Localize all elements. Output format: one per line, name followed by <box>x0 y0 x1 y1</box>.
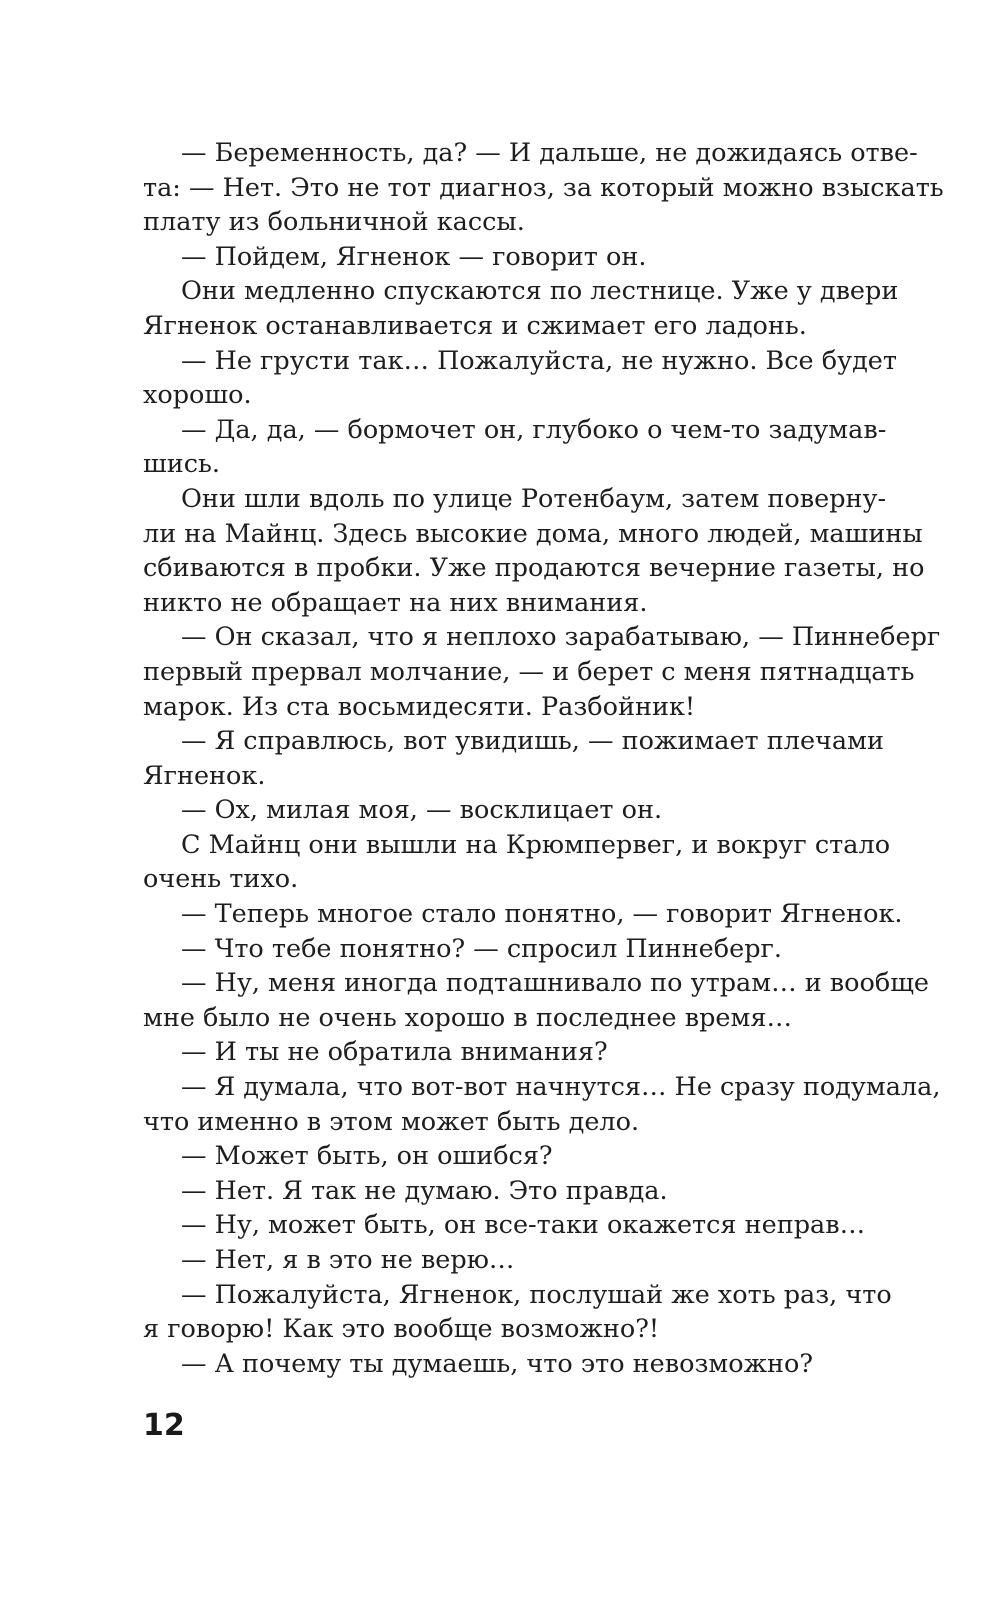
text-line: — Ну, может быть, он все-таки окажется неправ… <box>181 1210 866 1241</box>
text-line: — Пойдем, Ягненок — говорит он. <box>181 241 647 272</box>
text-line: — Нет. Я так не думаю. Это правда. <box>181 1175 668 1206</box>
paragraph <box>143 240 866 275</box>
paragraph <box>143 274 899 343</box>
paragraph <box>143 482 925 620</box>
text-line: — Ох, милая моя, — восклицает он. <box>181 795 663 826</box>
paragraph <box>143 1243 866 1278</box>
text-line: первый прервал молчание, — и берет с меня пятнадцать <box>143 656 915 687</box>
text-line: — Нет, я в это не верю… <box>181 1245 515 1275</box>
text-line: марок. Из ста восьмидесяти. Разбойник! <box>143 691 696 722</box>
page-body-text <box>143 136 944 1381</box>
text-line: что именно в этом может быть дело. <box>143 1106 640 1137</box>
paragraph <box>143 966 930 1035</box>
paragraph <box>143 1278 892 1347</box>
paragraph <box>143 1174 866 1209</box>
paragraph <box>143 932 866 967</box>
paragraph <box>143 1139 866 1174</box>
text-line: — Он сказал, что я неплохо зарабатываю, — Пиннеберг <box>181 622 941 653</box>
text-line: — Я справлюсь, вот увидишь, — пожимает плечами <box>181 726 884 757</box>
text-line: — Теперь многое стало понятно, — говорит Ягненок. <box>181 899 903 930</box>
paragraph <box>143 724 884 793</box>
text-line: хорошо. <box>143 380 252 411</box>
text-line: ли на Майнц. Здесь высокие дома, много людей, машины <box>143 518 923 549</box>
text-line: Ягненок останавливается и сжимает его ладонь. <box>143 310 807 341</box>
paragraph <box>143 1208 866 1243</box>
text-line: мне было не очень хорошо в последнее время… <box>143 1002 792 1033</box>
page-number: 12 <box>143 1408 185 1443</box>
text-line: — Я думала, что вот-вот начнутся… Не сразу подумала, <box>181 1072 941 1103</box>
paragraph <box>143 620 941 724</box>
text-line: Они шли вдоль по улице Ротенбаум, затем поверну- <box>181 483 887 514</box>
paragraph <box>143 136 944 240</box>
paragraph <box>143 344 898 413</box>
text-line: — Да, да, — бормочет он, глубоко о чем-то задумав- <box>181 414 887 445</box>
text-line: никто не обращает на них внимания. <box>143 587 648 618</box>
paragraph <box>143 793 866 828</box>
paragraph <box>143 1070 941 1139</box>
paragraph <box>143 1035 866 1070</box>
text-line: — И ты не обратила внимания? <box>181 1037 608 1068</box>
text-line: та: — Нет. Это не тот диагноз, за который можно взыскать <box>143 172 944 203</box>
paragraph <box>143 413 887 482</box>
text-line: Ягненок. <box>143 760 266 791</box>
paragraph <box>143 828 891 897</box>
text-line: — Не грусти так… Пожалуйста, не нужно. Все будет <box>181 345 898 376</box>
text-line: Они медленно спускаются по лестнице. Уже у двери <box>181 276 899 307</box>
text-line: шись. <box>143 449 220 480</box>
text-line: С Майнц они вышли на Крюмпервег, и вокруг стало <box>181 829 891 860</box>
text-line: — Что тебе понятно? — спросил Пиннеберг. <box>181 933 782 964</box>
paragraph <box>143 897 903 932</box>
text-line: сбиваются в пробки. Уже продаются вечерние газеты, но <box>143 553 925 584</box>
text-line: я говорю! Как это вообще возможно?! <box>143 1314 660 1345</box>
text-line: плату из больничной кассы. <box>143 207 525 238</box>
text-line: — Может быть, он ошибся? <box>181 1141 553 1172</box>
text-line: — Ну, меня иногда подташнивало по утрам… и вообще <box>181 968 930 999</box>
text-line: — А почему ты думаешь, что это невозможно? <box>181 1348 814 1379</box>
paragraph <box>143 1347 866 1382</box>
text-line: — Пожалуйста, Ягненок, послушай же хоть раз, что <box>181 1279 892 1310</box>
text-line: — Беременность, да? — И дальше, не дожидаясь отве- <box>181 138 918 168</box>
text-line: очень тихо. <box>143 864 299 895</box>
